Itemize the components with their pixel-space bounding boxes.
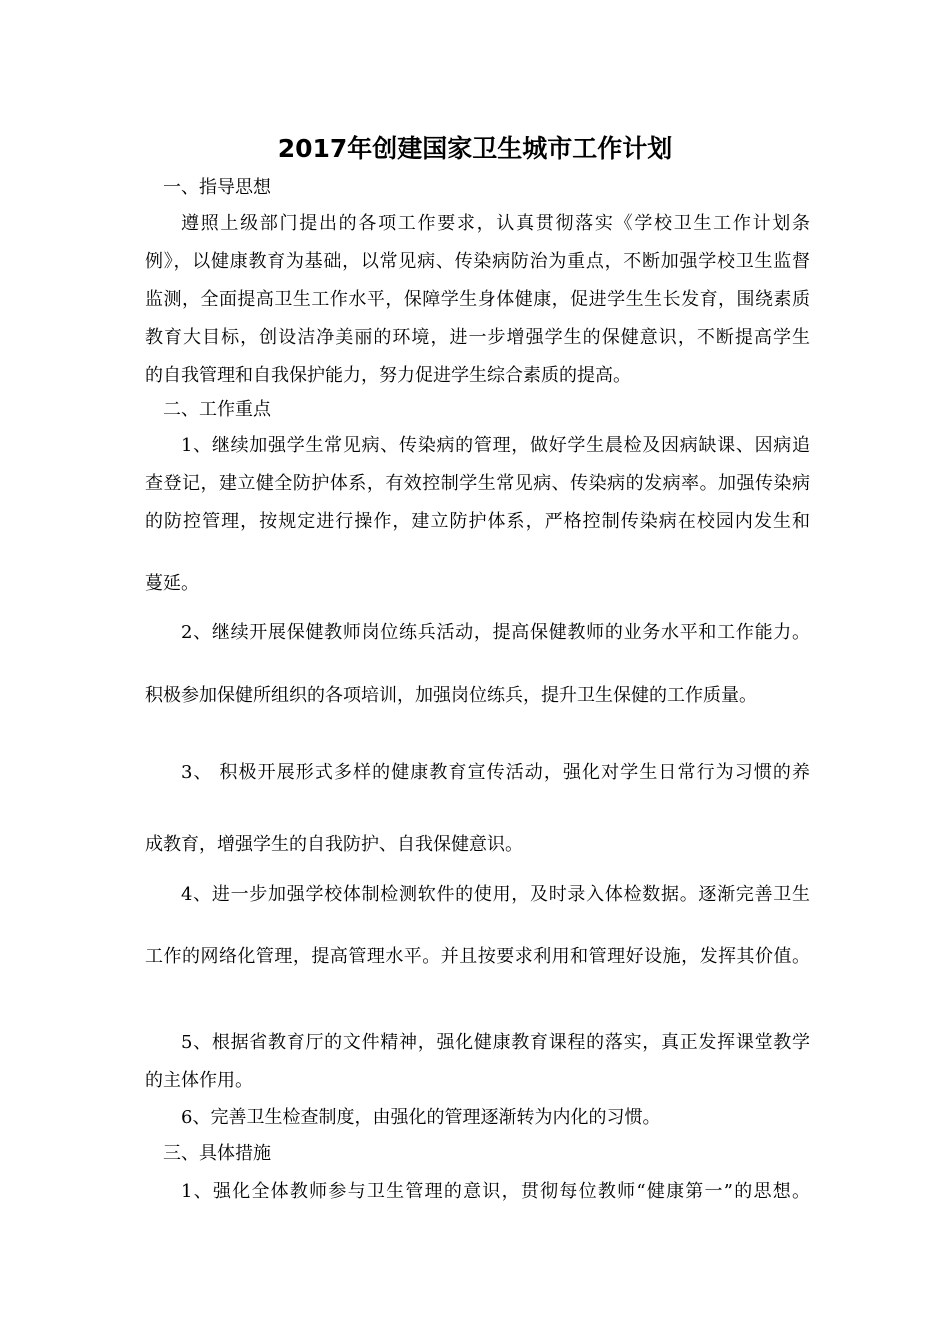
- paragraph-line: 蔓延。: [145, 573, 199, 594]
- paragraph-line: 3、 积极开展形式多样的健康教育宣传活动，强化对学生日常行为习惯的养: [181, 762, 810, 783]
- paragraph-line: 例》，以健康教育为基础，以常见病、传染病防治为重点，不断加强学校卫生监督: [145, 251, 810, 272]
- paragraph-line: 查登记，建立健全防护体系，有效控制学生常见病、传染病的发病率。加强传染病: [145, 473, 810, 494]
- paragraph-line: 的防控管理，按规定进行操作，建立防护体系，严格控制传染病在校园内发生和: [145, 511, 810, 532]
- paragraph-line: 2、继续开展保健教师岗位练兵活动，提高保健教师的业务水平和工作能力。: [181, 622, 810, 643]
- paragraph-line: 成教育，增强学生的自我防护、自我保健意识。: [145, 834, 523, 855]
- paragraph-line: 积极参加保健所组织的各项培训，加强岗位练兵，提升卫生保健的工作质量。: [145, 685, 757, 706]
- paragraph-line: 1、强化全体教师参与卫生管理的意识，贯彻每位教师“健康第一”的思想。: [181, 1181, 810, 1202]
- paragraph-line: 监测，全面提高卫生工作水平，保障学生身体健康，促进学生生长发育，围绕素质: [145, 289, 810, 310]
- paragraph-line: 1、继续加强学生常见病、传染病的管理，做好学生晨检及因病缺课、因病追: [181, 435, 810, 456]
- paragraph-line: 教育大目标，创设洁净美丽的环境，进一步增强学生的保健意识，不断提高学生: [145, 327, 810, 348]
- section-heading-guiding-ideology: 一、指导思想: [163, 177, 271, 198]
- paragraph-line: 工作的网络化管理，提高管理水平。并且按要求利用和管理好设施，发挥其价值。: [145, 946, 810, 967]
- document-title: 2017年创建国家卫生城市工作计划: [277, 134, 673, 163]
- section-heading-specific-measures: 三、具体措施: [163, 1143, 271, 1164]
- paragraph-line: 的自我管理和自我保护能力，努力促进学生综合素质的提高。: [145, 365, 631, 386]
- paragraph-line: 4、进一步加强学校体制检测软件的使用，及时录入体检数据。逐渐完善卫生: [181, 884, 810, 905]
- paragraph-line: 5、根据省教育厅的文件精神，强化健康教育课程的落实，真正发挥课堂教学: [181, 1032, 810, 1053]
- section-heading-work-focus: 二、工作重点: [163, 399, 271, 420]
- paragraph-line: 6、完善卫生检查制度，由强化的管理逐渐转为内化的习惯。: [181, 1107, 661, 1128]
- paragraph-line: 遵照上级部门提出的各项工作要求，认真贯彻落实《学校卫生工作计划条: [181, 213, 810, 234]
- paragraph-line: 的主体作用。: [145, 1070, 253, 1091]
